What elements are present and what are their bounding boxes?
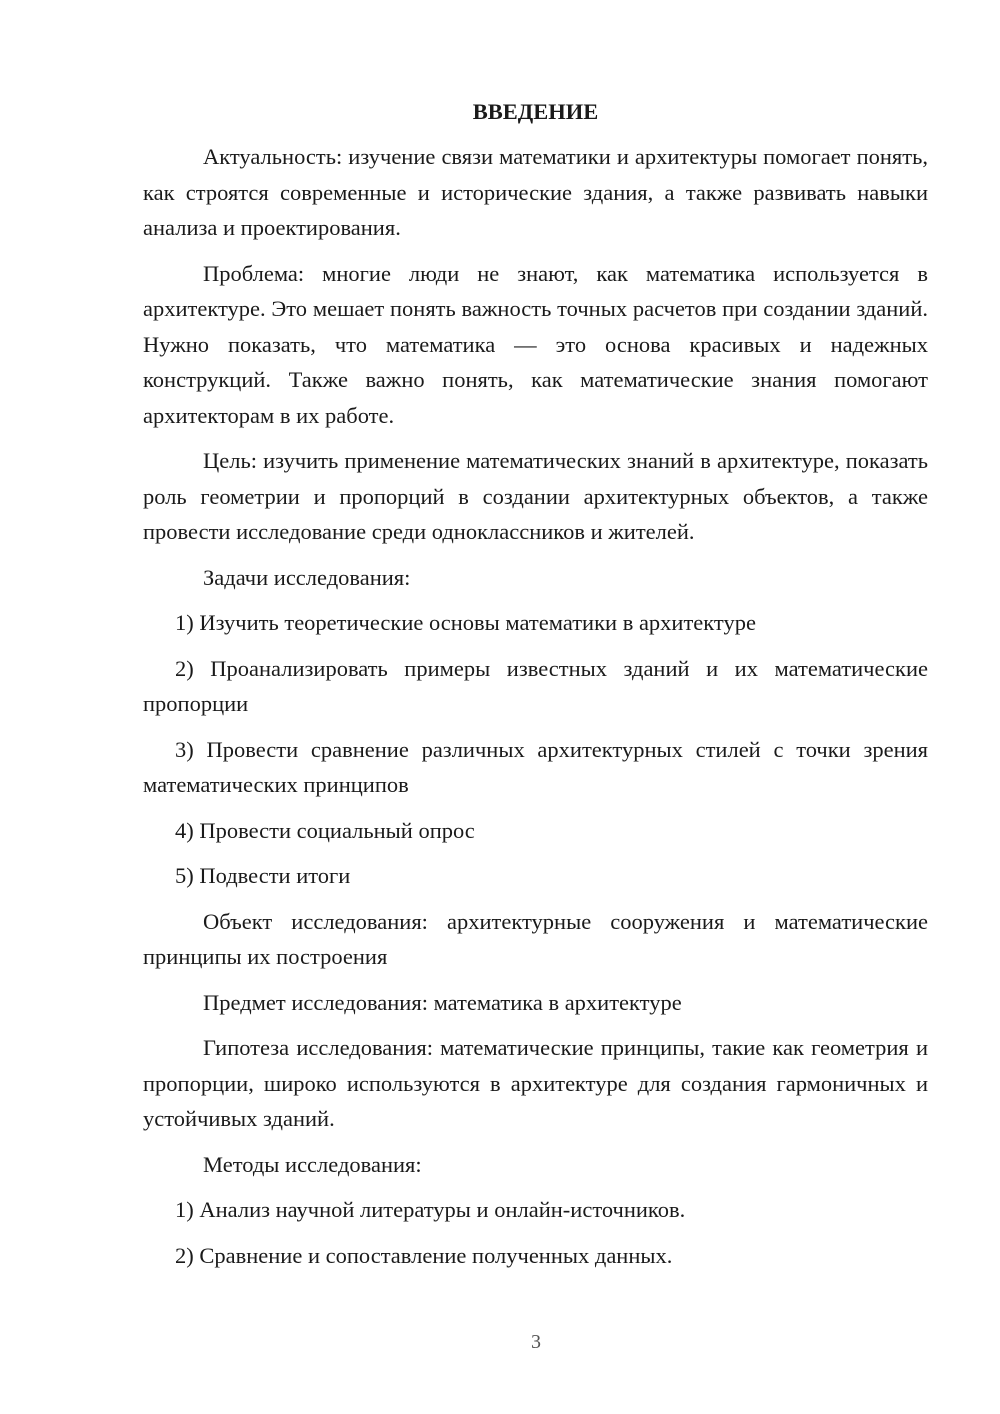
task-item-4: 4) Провести социальный опрос (175, 817, 475, 843)
task-item-3: 3) Провести сравнение различных архитектурных стилей с точки зрения математических принципов (143, 736, 928, 797)
methods-heading: Методы исследования: (203, 1151, 422, 1177)
task-item-2: 2) Проанализировать примеры известных зданий и их математические пропорции (143, 655, 928, 716)
relevance-paragraph: Актуальность: изучение связи математики и архитектуры помогает понять, как строятся современные и исторические здания, а также развивать навыки анализа и проектирования. (143, 144, 928, 240)
problem-paragraph: Проблема: многие люди не знают, как математика используется в архитектуре. Это мешает понять важность точных расчетов при создании зданий. Нужно показать, что математика — это основа красивых и надежных конструкций. Также важно понять, как математические знания помогают архитекторам в их работе. (143, 260, 928, 428)
tasks-heading: Задачи исследования: (203, 564, 411, 590)
subject-paragraph: Предмет исследования: математика в архитектуре (203, 989, 682, 1015)
page-title: ВВЕДЕНИЕ (472, 99, 599, 124)
hypothesis-paragraph: Гипотеза исследования: математические принципы, такие как геометрия и пропорции, широко используются в архитектуре для создания гармоничных и устойчивых зданий. (143, 1035, 928, 1131)
task-item-5: 5) Подвести итоги (175, 863, 351, 888)
goal-paragraph: Цель: изучить применение математических знаний в архитектуре, показать роль геометрии и пропорций в создании архитектурных объектов, а также провести исследование среди одноклассников и жителей. (143, 448, 928, 544)
task-item-1: 1) Изучить теоретические основы математики в архитектуре (175, 610, 756, 635)
method-item-2: 2) Сравнение и сопоставление полученных данных. (175, 1242, 673, 1268)
page-number: 3 (531, 1331, 541, 1353)
page-content (143, 94, 928, 1283)
object-paragraph: Объект исследования: архитектурные сооружения и математические принципы их построения (143, 908, 928, 969)
method-item-1: 1) Анализ научной литературы и онлайн-источников. (175, 1197, 686, 1222)
